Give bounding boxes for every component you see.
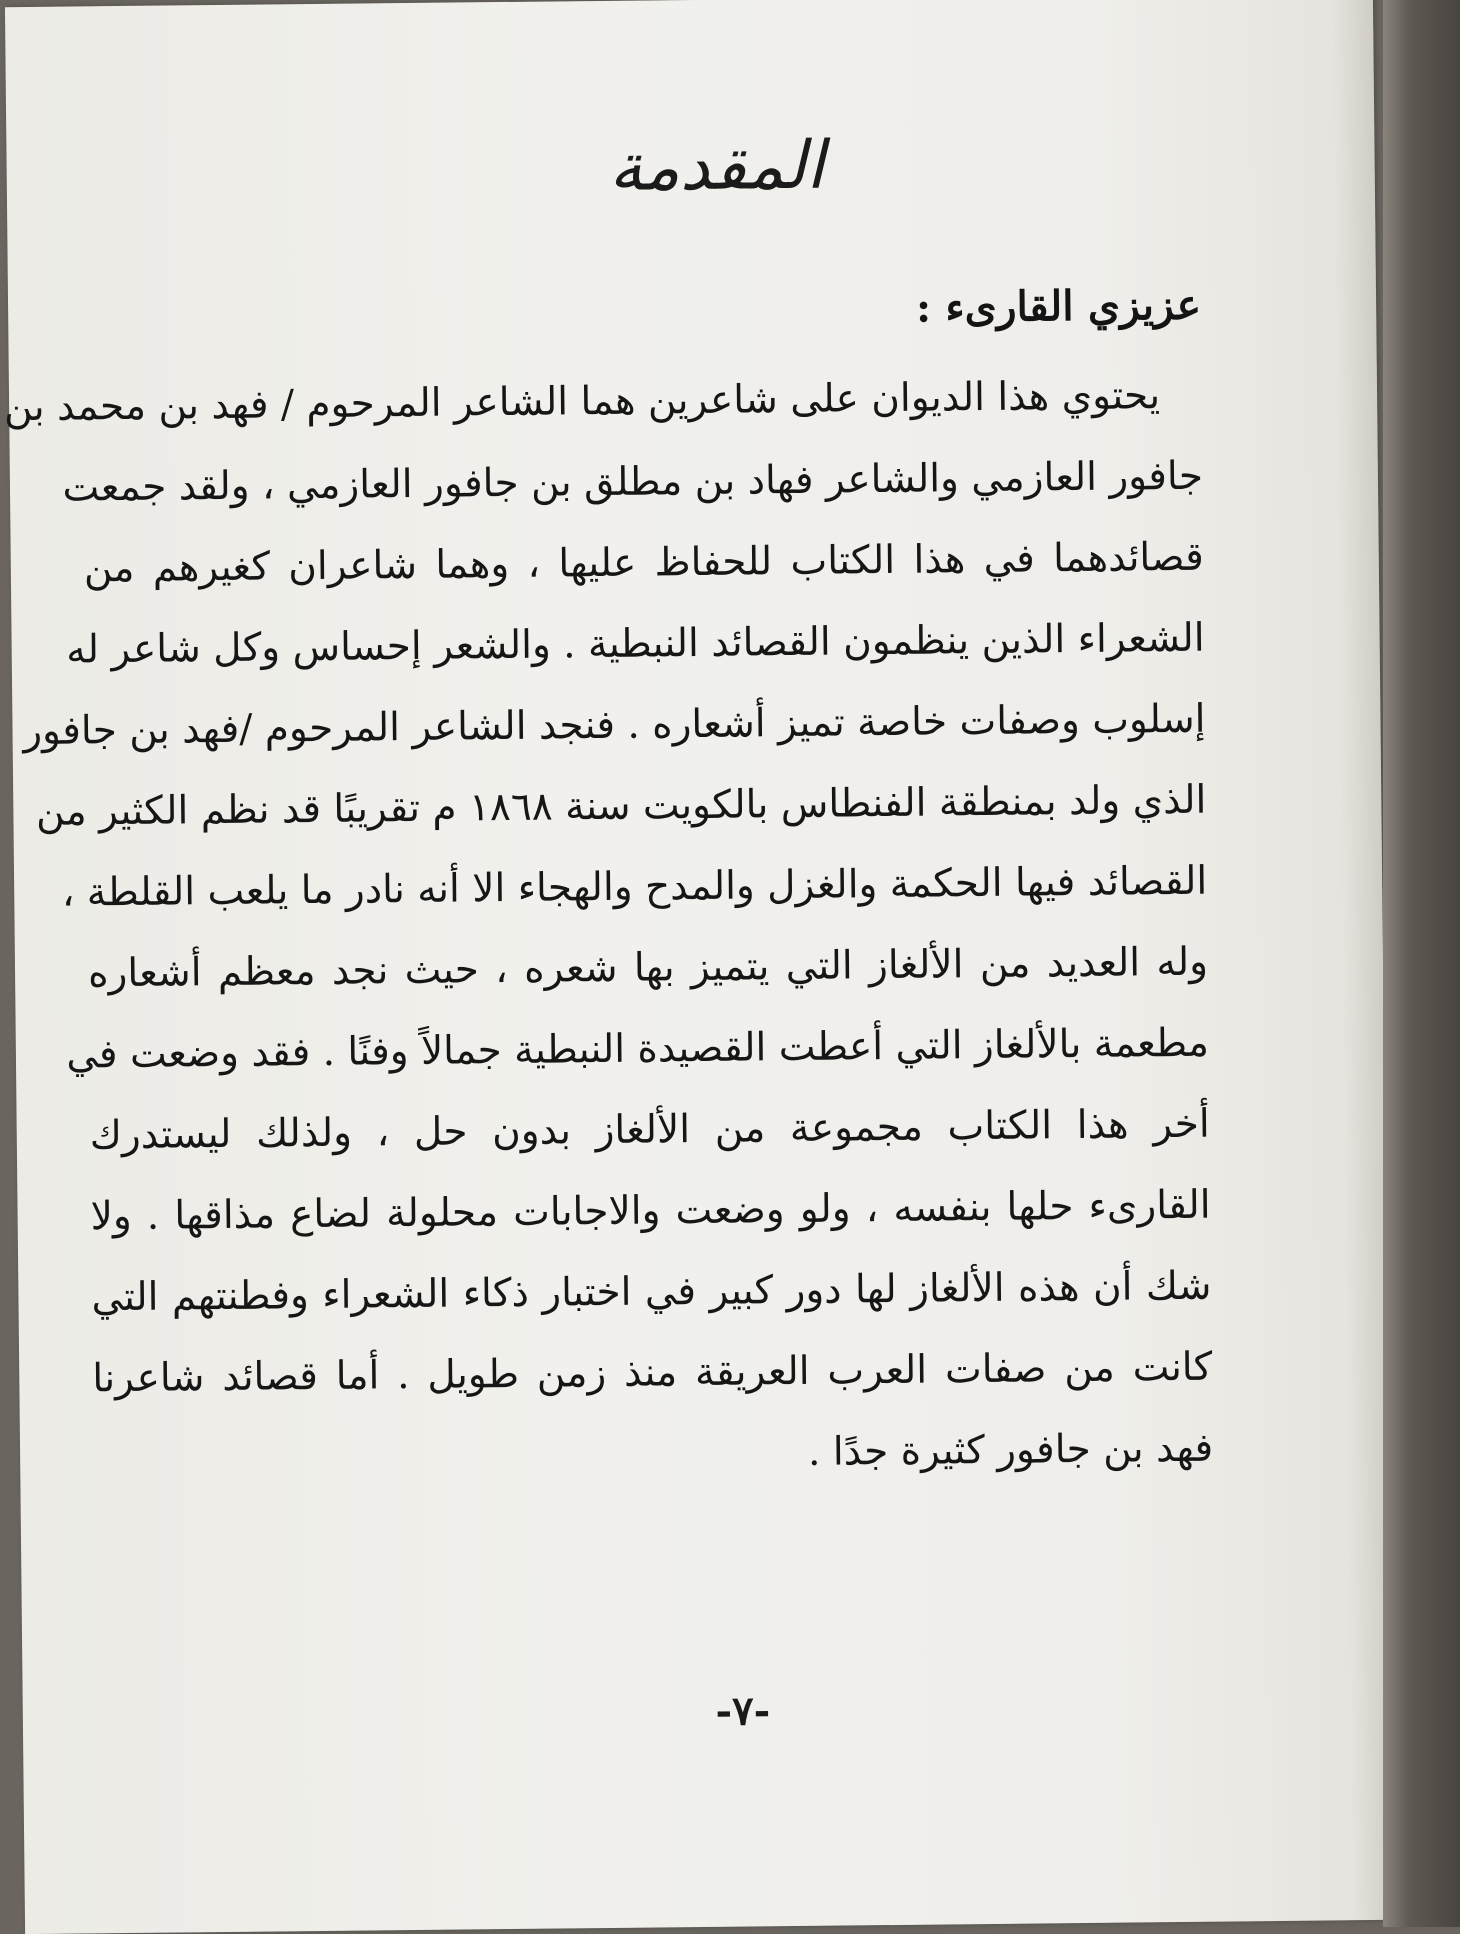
text-line: يحتوي هذا الديوان على شاعرين هما الشاعر المرحوم / فهد بن محمد بن	[3, 373, 1161, 431]
text-line: القارىء حلها بنفسه ، ولو وضعت والاجابات محلولة لضاع مذاقها . ولا	[90, 1182, 1211, 1240]
page-number: -٧-	[715, 1687, 771, 1735]
text-line: قصائدهما في هذا الكتاب للحفاظ عليها ، وهما شاعران كغيرهم من	[83, 534, 1205, 592]
text-line: الذي ولد بمنطقة الفنطاس بالكويت سنة ١٨٦٨ م تقريبًا قد نظم الكثير من	[35, 777, 1207, 835]
text-line: إسلوب وصفات خاصة تميز أشعاره . فنجد الشاعر المرحوم /فهد بن جافور	[22, 696, 1206, 755]
page-heading: المقدمة	[608, 126, 825, 206]
text-line: مطعمة بالألغاز التي أعطت القصيدة النبطية جمالاً وفنًا . فقد وضعت في	[66, 1020, 1210, 1078]
text-line: جافور العازمي والشاعر فهاد بن مطلق بن جافور العازمي ، ولقد جمعت	[62, 453, 1204, 511]
book-page	[5, 0, 1393, 1934]
text-line: وله العديد من الألغاز التي يتميز بها شعره ، حيث نجد معظم أشعاره	[87, 939, 1209, 997]
text-line: كانت من صفات العرب العريقة منذ زمن طويل . أما قصائد شاعرنا	[92, 1344, 1213, 1402]
body-paragraph	[3, 355, 1214, 1501]
text-line: الشعراء الذين ينظمون القصائد النبطية . والشعر إحساس وكل شاعر له	[65, 615, 1205, 673]
text-line: أخر هذا الكتاب مجموعة من الألغاز بدون حل ، ولذلك ليستدرك	[89, 1101, 1210, 1159]
page-edge-shadow	[1383, 0, 1460, 1927]
text-line: شك أن هذه الألغاز لها دور كبير في اختبار ذكاء الشعراء وفطنتهم التي	[91, 1263, 1212, 1321]
text-line: فهد بن جافور كثيرة جدًا .	[807, 1425, 1214, 1475]
salutation-line: عزيزي القارىء :	[915, 280, 1202, 332]
text-line: القصائد فيها الحكمة والغزل والمدح والهجاء الا أنه نادر ما يلعب القلطة ،	[61, 858, 1208, 916]
